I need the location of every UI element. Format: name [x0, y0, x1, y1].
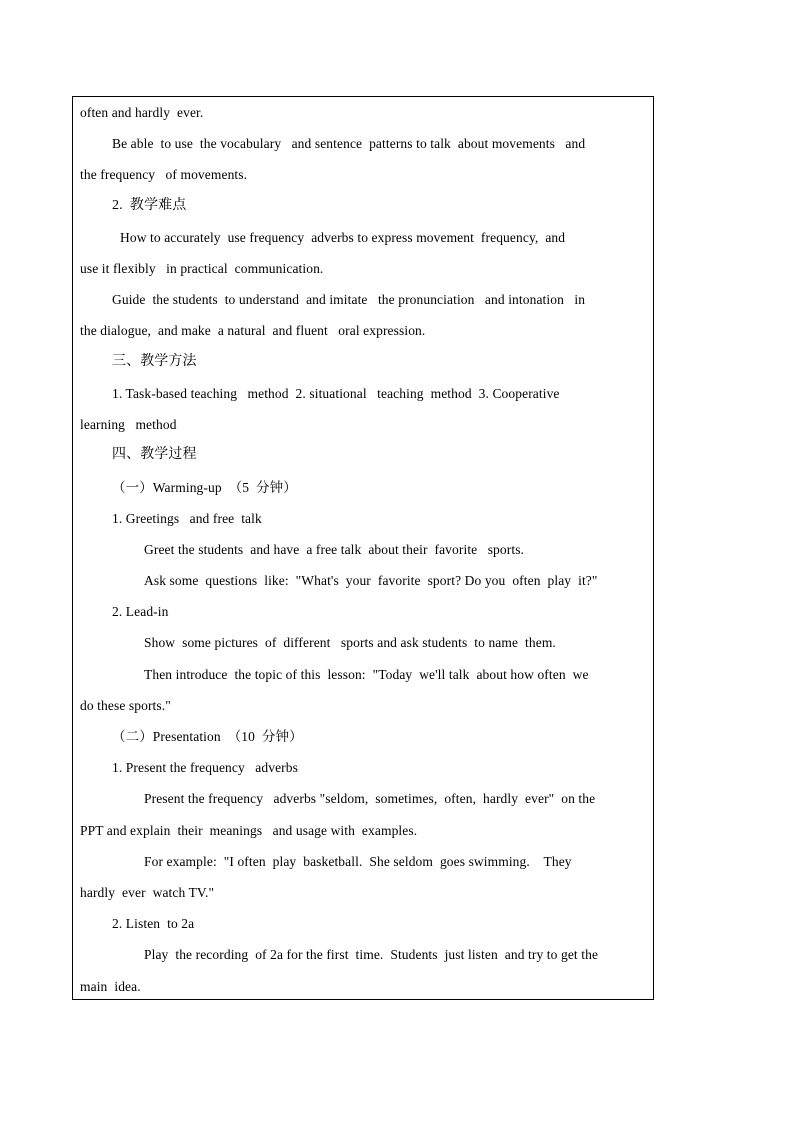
- text-line: main idea.: [80, 979, 141, 994]
- text-line: Play the recording of 2a for the first time. Students just listen and try to get the: [144, 947, 599, 962]
- text-line: Be able to use the vocabulary and sentence patterns to talk about movements and: [112, 136, 586, 151]
- text-line: do these sports.": [80, 698, 171, 713]
- text-line: Greet the students and have a free talk about their favorite sports.: [144, 542, 525, 557]
- text-line: Show some pictures of different sports and ask students to name them.: [144, 635, 556, 650]
- text-line: For example: "I often play basketball. She seldom goes swimming. They: [144, 854, 572, 869]
- text-line: Guide the students to understand and imitate the pronunciation and intonation in: [112, 292, 586, 307]
- text-line: hardly ever watch TV.": [80, 885, 215, 900]
- text-line: use it flexibly in practical communication.: [80, 261, 324, 276]
- text-line: 1. Greetings and free talk: [112, 511, 262, 526]
- text-line: 2. Lead-in: [112, 604, 169, 619]
- text-line: PPT and explain their meanings and usage with examples.: [80, 823, 418, 838]
- text-line: learning method: [80, 417, 177, 432]
- section-heading: 三、教学方法: [112, 354, 197, 369]
- text-line: the dialogue, and make a natural and fluent oral expression.: [80, 323, 426, 338]
- text-line: How to accurately use frequency adverbs to express movement frequency, and: [120, 230, 566, 245]
- text-line: Ask some questions like: "What's your favorite sport? Do you often play it?": [144, 573, 598, 588]
- section-heading: 四、教学过程: [112, 447, 197, 462]
- subsection-heading: （二）Presentation （10 分钟）: [112, 729, 303, 744]
- text-line: often and hardly ever.: [80, 105, 204, 120]
- text-line: 1. Present the frequency adverbs: [112, 760, 298, 775]
- text-line: Present the frequency adverbs "seldom, sometimes, often, hardly ever" on the: [144, 791, 596, 806]
- subsection-heading: （一）Warming-up （5 分钟）: [112, 480, 297, 495]
- text-line: 2. Listen to 2a: [112, 916, 195, 931]
- text-line: Then introduce the topic of this lesson: "Today we'll talk about how often we: [144, 667, 589, 682]
- text-line: 1. Task-based teaching method 2. situational teaching method 3. Cooperative: [112, 386, 560, 401]
- text-line: the frequency of movements.: [80, 167, 248, 182]
- section-heading: 2. 教学难点: [112, 198, 187, 213]
